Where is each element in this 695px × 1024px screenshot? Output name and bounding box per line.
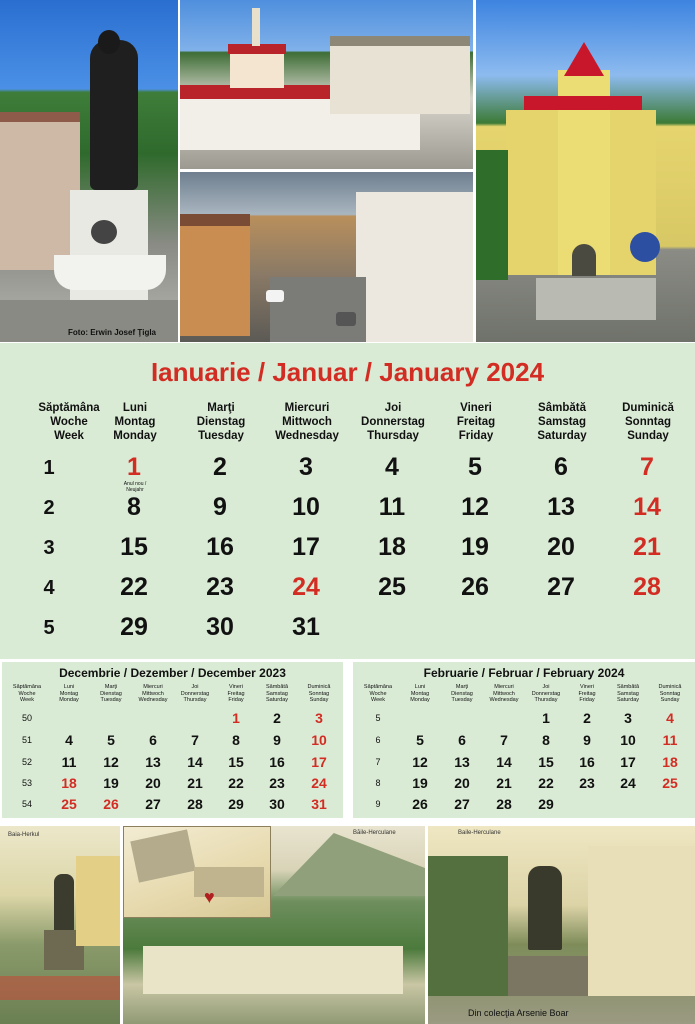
main-day-cell: 16 [206, 533, 234, 561]
holiday-note: Anul nou / Neujahr [123, 481, 147, 493]
main-day-cell: 25 [378, 573, 406, 601]
main-day-cell: 8 [127, 493, 141, 521]
february-day-cell: 1 [542, 710, 550, 726]
december-day-cell: 15 [228, 754, 244, 770]
december-week-number: 54 [21, 799, 32, 809]
main-day-cell: 3 [299, 453, 313, 481]
main-header-col-5: Vineri Freitag Friday [456, 402, 496, 442]
main-day-cell: 29 [120, 613, 148, 641]
december-day-cell: 5 [107, 732, 115, 748]
december-day-cell: 14 [187, 754, 203, 770]
december-day-cell: 16 [269, 754, 285, 770]
february-day-cell: 14 [496, 754, 512, 770]
main-header-col-6: Sâmbătă Samstag Saturday [537, 402, 587, 442]
main-day-cell: 22 [120, 573, 148, 601]
february-day-cell: 13 [454, 754, 470, 770]
december-day-cell: 19 [103, 775, 119, 791]
february-day-cell: 4 [666, 710, 674, 726]
december-day-cell: 29 [228, 796, 244, 812]
main-day-cell: 18 [378, 533, 406, 561]
church-building-photo [180, 0, 473, 169]
february-day-cell: 26 [412, 796, 428, 812]
february-day-cell: 18 [662, 754, 678, 770]
december-day-cell: 13 [145, 754, 161, 770]
street-view-photo [180, 172, 473, 342]
main-header-col-3: Miercuri Mittwoch Wednesday [275, 402, 339, 442]
february-day-cell: 11 [662, 732, 678, 748]
december-week-number: 51 [21, 735, 32, 745]
december-week-number: 50 [21, 713, 32, 723]
december-day-cell: 4 [65, 732, 73, 748]
february-header-col-0: Săptămâna Woche Week [363, 684, 393, 703]
february-day-cell: 5 [416, 732, 424, 748]
main-day-cell: 26 [461, 573, 489, 601]
december-header-col-6: Sâmbătă Samstag Saturday [265, 684, 288, 703]
february-day-cell: 28 [496, 796, 512, 812]
main-day-cell: 21 [633, 533, 661, 561]
vintage-postcard-statue [0, 826, 120, 1024]
february-week-number: 9 [375, 799, 381, 809]
february-header-col-1: Luni Montag Monday [410, 684, 430, 703]
postcard-caption-2: Băile-Herculane [353, 830, 396, 836]
main-day-cell: 10 [292, 493, 320, 521]
main-header-col-7: Duminică Sonntag Sunday [622, 402, 674, 442]
february-day-cell: 23 [579, 775, 595, 791]
main-day-cell: 5 [468, 453, 482, 481]
december-day-cell: 17 [311, 754, 327, 770]
main-calendar-title: Ianuarie / Januar / January 2024 [150, 357, 545, 387]
february-header-col-6: Sâmbătă Samstag Saturday [616, 684, 639, 703]
february-header-col-7: Duminică Sonntag Sunday [658, 684, 682, 703]
calendar-december-2023 [2, 662, 343, 818]
february-calendar-title: Februarie / Februar / February 2024 [423, 666, 625, 680]
december-day-cell: 21 [187, 775, 203, 791]
february-day-cell: 8 [542, 732, 550, 748]
main-day-cell: 19 [461, 533, 489, 561]
december-day-cell: 2 [273, 710, 281, 726]
main-day-cell: 11 [378, 493, 406, 521]
december-day-cell: 9 [273, 732, 281, 748]
main-day-cell: 23 [206, 573, 234, 601]
bottom-postcard-collage [0, 826, 695, 1024]
december-day-cell: 26 [103, 796, 119, 812]
december-day-cell: 7 [191, 732, 199, 748]
december-header-col-1: Luni Montag Monday [59, 684, 79, 703]
december-day-cell: 24 [311, 775, 327, 791]
main-day-cell: 14 [633, 493, 661, 521]
december-header-col-0: Săptămâna Woche Week [12, 684, 42, 703]
main-day-cell: 27 [547, 573, 575, 601]
february-day-cell: 19 [412, 775, 428, 791]
main-week-number: 4 [43, 577, 55, 599]
collection-credit: Din colecţia Arsenie Boar [468, 1008, 569, 1018]
december-week-number: 53 [21, 778, 32, 788]
december-day-cell: 10 [311, 732, 327, 748]
december-day-cell: 23 [269, 775, 285, 791]
photo-credit: Foto: Erwin Josef Ţigla [68, 328, 157, 337]
december-day-cell: 25 [61, 796, 77, 812]
december-day-cell: 11 [61, 754, 77, 770]
hercules-statue-photo [0, 0, 178, 342]
december-day-cell: 22 [228, 775, 244, 791]
february-day-cell: 20 [454, 775, 470, 791]
february-header-col-3: Miercuri Mittwoch Wednesday [489, 684, 519, 703]
february-day-cell: 6 [458, 732, 466, 748]
december-day-cell: 3 [315, 710, 323, 726]
february-week-number: 6 [375, 735, 381, 745]
february-day-cell: 15 [538, 754, 554, 770]
february-day-cell: 22 [538, 775, 554, 791]
february-day-cell: 17 [620, 754, 636, 770]
february-header-col-4: Joi Donnerstag Thursday [531, 684, 561, 703]
postcard-caption-1: Baia-Herkul [8, 832, 40, 838]
december-day-cell: 20 [145, 775, 161, 791]
main-week-number: 2 [43, 497, 55, 519]
vintage-postcard-square [428, 826, 695, 1024]
main-calendar-january [0, 343, 695, 659]
december-day-cell: 28 [187, 796, 203, 812]
main-day-cell: 28 [633, 573, 661, 601]
december-calendar-title: Decembrie / Dezember / December 2023 [59, 666, 286, 680]
february-day-cell: 21 [496, 775, 512, 791]
main-header-col-0: Săptămâna Woche Week [38, 402, 100, 442]
february-day-cell: 3 [624, 710, 632, 726]
february-week-number: 5 [375, 713, 381, 723]
december-header-col-2: Marţi Dienstag Tuesday [100, 684, 122, 703]
main-day-cell: 20 [547, 533, 575, 561]
main-header-col-2: Marţi Dienstag Tuesday [196, 402, 246, 442]
december-day-cell: 8 [232, 732, 240, 748]
calendar-february-2024 [353, 662, 695, 818]
december-day-cell: 31 [311, 796, 327, 812]
main-day-cell: 9 [213, 493, 227, 521]
december-week-number: 52 [21, 757, 32, 767]
main-day-cell: 1 [127, 453, 141, 481]
december-header-col-5: Vineri Freitag Friday [227, 684, 245, 703]
main-day-cell: 30 [206, 613, 234, 641]
february-week-number: 7 [375, 757, 381, 767]
february-day-cell: 16 [579, 754, 595, 770]
main-day-cell: 7 [640, 453, 654, 481]
february-day-cell: 29 [538, 796, 554, 812]
february-day-cell: 9 [583, 732, 591, 748]
december-day-cell: 12 [103, 754, 119, 770]
main-day-cell: 4 [385, 453, 399, 481]
february-header-col-2: Marţi Dienstag Tuesday [451, 684, 473, 703]
postcard-caption-3: Baile-Herculane [458, 830, 501, 836]
february-day-cell: 25 [662, 775, 678, 791]
main-day-cell: 15 [120, 533, 148, 561]
main-day-cell: 12 [461, 493, 489, 521]
february-day-cell: 10 [620, 732, 636, 748]
december-day-cell: 1 [232, 710, 240, 726]
february-day-cell: 2 [583, 710, 591, 726]
february-day-cell: 12 [412, 754, 428, 770]
main-day-cell: 6 [554, 453, 568, 481]
heart-icon: ♥ [204, 887, 215, 907]
main-day-cell: 2 [213, 453, 227, 481]
inset-postcard [123, 826, 271, 918]
december-day-cell: 18 [61, 775, 77, 791]
main-day-cell: 31 [292, 613, 320, 641]
february-week-number: 8 [375, 778, 381, 788]
february-header-col-5: Vineri Freitag Friday [578, 684, 596, 703]
main-week-number: 5 [43, 617, 55, 639]
february-day-cell: 7 [500, 732, 508, 748]
december-header-col-7: Duminică Sonntag Sunday [307, 684, 331, 703]
main-week-number: 3 [43, 537, 55, 559]
december-day-cell: 30 [269, 796, 285, 812]
february-day-cell: 27 [454, 796, 470, 812]
december-header-col-3: Miercuri Mittwoch Wednesday [138, 684, 168, 703]
main-header-col-4: Joi Donnerstag Thursday [361, 402, 425, 442]
february-day-cell: 24 [620, 775, 636, 791]
main-day-cell: 24 [292, 573, 320, 601]
december-day-cell: 6 [149, 732, 157, 748]
main-day-cell: 17 [292, 533, 320, 561]
december-header-col-4: Joi Donnerstag Thursday [180, 684, 210, 703]
main-header-col-1: Luni Montag Monday [113, 402, 157, 442]
main-week-number: 1 [43, 457, 55, 479]
december-day-cell: 27 [145, 796, 161, 812]
top-photo-collage [0, 0, 695, 342]
yellow-hotel-photo [476, 0, 695, 342]
main-day-cell: 13 [547, 493, 575, 521]
